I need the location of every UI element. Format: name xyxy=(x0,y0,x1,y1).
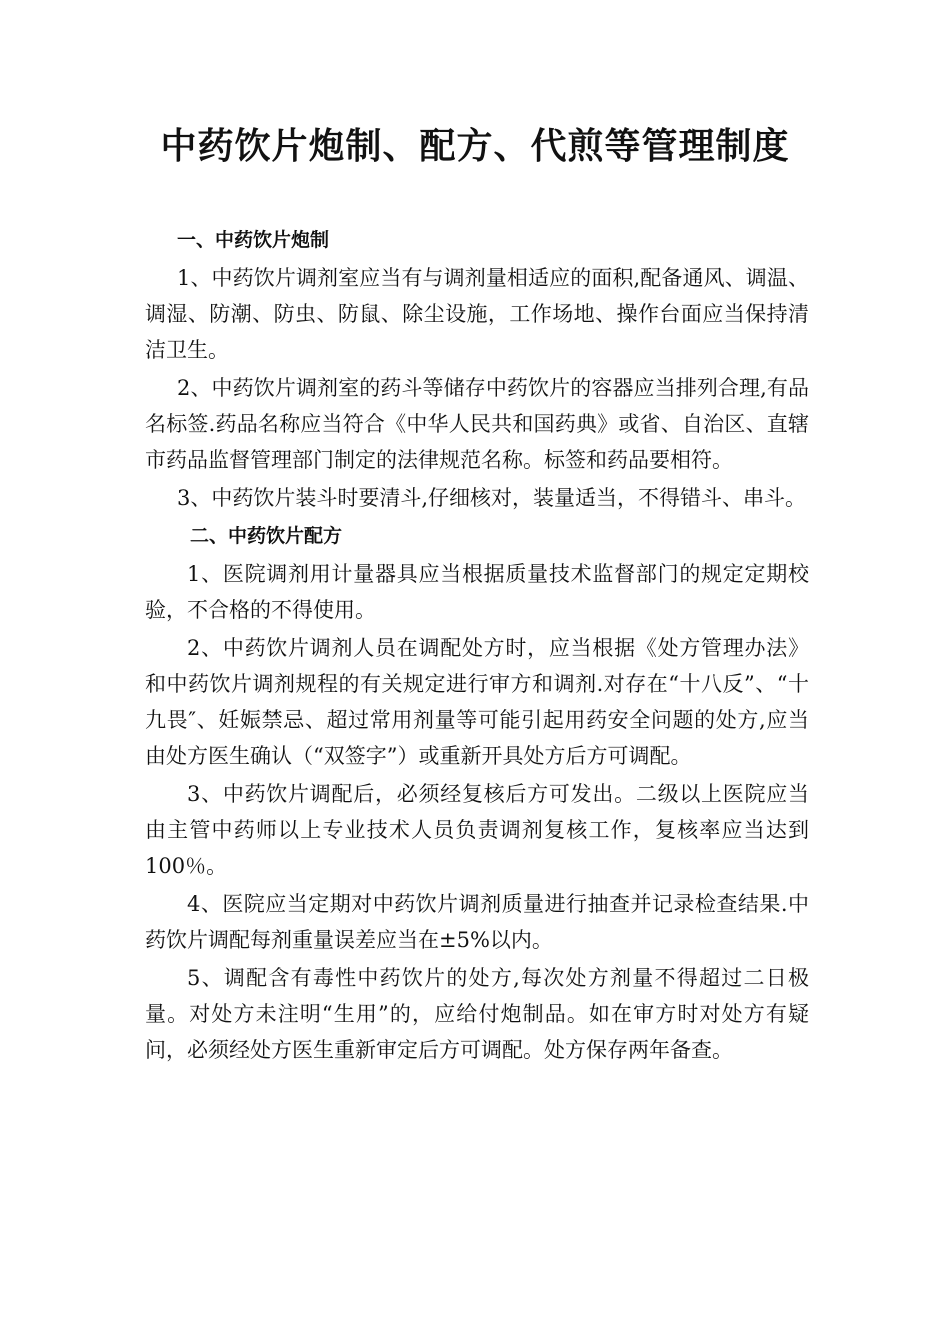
paragraph: 3、中药饮片调配后，必须经复核后方可发出。二级以上医院应当由主管中药师以上专业技术人员负责调剂复核工作，复核率应当达到100％。 xyxy=(145,782,809,878)
paragraph: 3、中药饮片装斗时要清斗,仔细核对，装量适当，不得错斗、串斗。 xyxy=(177,486,807,510)
section-heading-dispensing: 二、中药饮片配方 xyxy=(190,525,343,547)
paragraph: 5、调配含有毒性中药饮片的处方,每次处方剂量不得超过二日极量。对处方未注明“生用”的，应给付炮制品。如在审方时对处方有疑问，必须经处方医生重新审定后方可调配。处方保存两年备查。 xyxy=(145,966,809,1062)
document-body xyxy=(145,222,809,1070)
paragraph: 2、中药饮片调剂室的药斗等储存中药饮片的容器应当排列合理,有品名标签.药品名称应当符合《中华人民共和国药典》或省、自治区、直辖市药品监督管理部门制定的法律规范名称。标签和药品要相符。 xyxy=(145,376,809,472)
paragraph: 1、医院调剂用计量器具应当根据质量技术监督部门的规定定期校验，不合格的不得使用。 xyxy=(145,562,809,622)
section-heading-processing: 一、中药饮片炮制 xyxy=(177,229,330,251)
paragraph: 4、医院应当定期对中药饮片调剂质量进行抽查并记录检查结果.中药饮片调配每剂重量误差应当在±5%以内。 xyxy=(145,892,809,952)
paragraph: 1、中药饮片调剂室应当有与调剂量相适应的面积,配备通风、调温、调湿、防潮、防虫、防鼠、除尘设施，工作场地、操作台面应当保持清洁卫生。 xyxy=(145,266,809,362)
document-title: 中药饮片炮制、配方、代煎等管理制度 xyxy=(160,126,790,167)
paragraph: 2、中药饮片调剂人员在调配处方时，应当根据《处方管理办法》和中药饮片调剂规程的有关规定进行审方和调剂.对存在“十八反”、“十九畏″、妊娠禁忌、超过常用剂量等可能引起用药安全问题的处方,应当由处方医生确认（“双签字”）或重新开具处方后方可调配。 xyxy=(145,636,809,768)
